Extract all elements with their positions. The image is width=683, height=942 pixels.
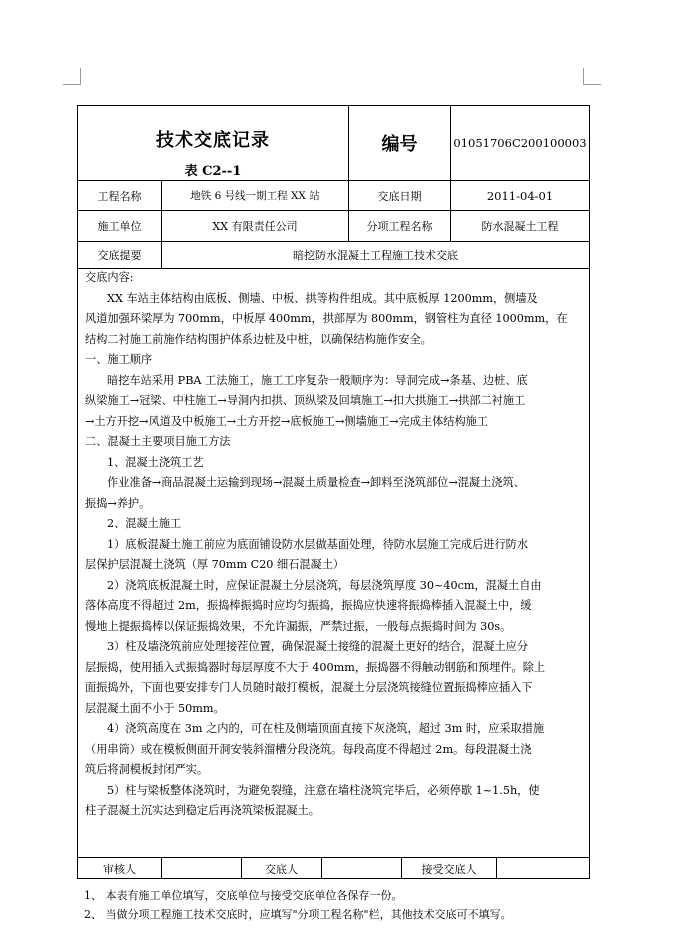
content-line: 落体高度不得超过 2m，振捣棒振捣时应均匀振捣，振捣应快速将振捣棒插入混凝土中，缓 bbox=[85, 599, 532, 612]
content-line: 结构二衬施工前施作结构围护体系边桩及中桩，以确保结构施作安全。 bbox=[85, 332, 432, 346]
content-line: XX 车站主体结构由底板、侧墙、中板、拱等构件组成。其中底板厚 1200mm，侧墙及 bbox=[107, 291, 538, 305]
reviewer-signature bbox=[161, 858, 241, 879]
footnote: 2、 当做分项工程施工技术交底时，应填写"分项工程名称"栏，其他技术交底可不填写。 bbox=[84, 908, 512, 921]
project-name-value: 地铁 6 号线一期工程 XX 站 bbox=[161, 181, 348, 210]
date-value: 2011-04-01 bbox=[450, 181, 589, 210]
unit-label: 施工单位 bbox=[97, 220, 142, 233]
corner-mark bbox=[63, 84, 81, 85]
subsection-heading: 1、混凝土浇筑工艺 bbox=[107, 455, 204, 469]
corner-mark bbox=[583, 68, 584, 85]
content-line: 柱子混凝土沉实达到稳定后再浇筑梁板混凝土。 bbox=[85, 804, 320, 817]
footnote: 1、 本表有施工单位填写，交底单位与接受交底单位各保存一份。 bbox=[84, 889, 403, 902]
content-line: 作业准备→商品混凝土运输到现场→混凝土质量检查→卸料至浇筑部位→混凝土浇筑、 bbox=[107, 476, 525, 489]
content-line: 振捣→养护。 bbox=[85, 496, 151, 510]
content-line: →土方开挖→风道及中板施工→土方开挖→底板施工→侧墙施工→完成主体结构施工 bbox=[85, 414, 489, 428]
project-row bbox=[78, 181, 589, 211]
content-line: （用串筒）或在模板侧面开洞安装斜溜槽分段浇筑。每段高度不得超过 2m。每段混凝土浇 bbox=[85, 742, 532, 756]
subsection-heading: 2、混凝土施工 bbox=[107, 517, 182, 530]
content-line: 4）浇筑高度在 3m 之内的，可在柱及侧墙顶面直接下灰浇筑，超过 3m 时，应采取措施 bbox=[107, 722, 545, 735]
serial-value: 01051706C200100003 bbox=[450, 106, 589, 180]
date-label: 交底日期 bbox=[348, 181, 450, 210]
summary-value: 暗挖防水混凝土工程施工技术交底 bbox=[161, 242, 589, 268]
discloser-signature bbox=[321, 858, 401, 879]
page-title: 技术交底记录 bbox=[156, 130, 270, 151]
signoff-row bbox=[78, 857, 589, 879]
receiver-label: 接受交底人 bbox=[401, 858, 496, 879]
content-heading: 交底内容: bbox=[85, 271, 134, 284]
summary-label: 交底提要 bbox=[97, 249, 142, 262]
header-row bbox=[78, 106, 589, 181]
discloser-label: 交底人 bbox=[241, 858, 321, 879]
content-line: 纵梁施工→冠梁、中柱施工→导洞内扣拱、顶纵梁及回填施工→扣大拱施工→拱部二衬施工 bbox=[85, 394, 526, 407]
footnotes bbox=[84, 886, 512, 924]
content-line: 3）柱及墙浇筑前应处理接茬位置，确保混凝土接缝的混凝土更好的结合，混凝土应分 bbox=[107, 640, 529, 653]
section-heading: 二、混凝土主要项目施工方法 bbox=[85, 435, 231, 448]
disclosure-content bbox=[85, 268, 583, 822]
unit-row bbox=[78, 211, 589, 242]
reviewer-label: 审核人 bbox=[103, 862, 136, 876]
content-line: 风道加强环梁厚为 700mm，中板厚 400mm，拱部厚为 800mm，钢管柱为直径 1000mm，在 bbox=[85, 312, 568, 325]
summary-row bbox=[78, 242, 589, 269]
content-line: 2）浇筑底板混凝土时，应保证混凝土分层浇筑，每层浇筑厚度 30~40cm，混凝土自由 bbox=[107, 578, 542, 592]
content-line: 层振捣，使用插入式振捣器时每层厚度不大于 400mm，振捣器不得触动钢筋和预埋件。除上 bbox=[85, 660, 546, 674]
content-line: 慢地上提振捣棒以保证振捣效果，不允许漏振，严禁过振，一般每点振捣时间为 30s。 bbox=[85, 619, 512, 633]
serial-label: 编号 bbox=[348, 106, 450, 180]
corner-mark bbox=[583, 84, 601, 85]
title-cell bbox=[78, 106, 348, 180]
form-number: 表 C2--1 bbox=[184, 164, 242, 179]
sub-project-label: 分项工程名称 bbox=[348, 211, 450, 241]
content-line: 筑后将洞模板封闭严实。 bbox=[85, 763, 209, 776]
content-line: 面振捣外，下面也要安排专门人员随时敲打模板，混凝土分层浇筑接缝位置振捣棒应插入下 bbox=[85, 681, 533, 694]
content-line: 层保护层混凝土浇筑（厚 70mm C20 细石混凝土） bbox=[85, 558, 345, 571]
unit-value: XX 有限责任公司 bbox=[161, 211, 348, 241]
content-line: 层混凝土面不小于 50mm。 bbox=[85, 701, 225, 715]
section-heading: 一、施工顺序 bbox=[85, 353, 153, 366]
content-line: 1）底板混凝土施工前应为底面铺设防水层做基面处理，待防水层施工完成后进行防水 bbox=[107, 537, 529, 551]
corner-mark bbox=[80, 68, 81, 85]
sub-project-value: 防水混凝土工程 bbox=[450, 211, 589, 241]
project-name-label: 工程名称 bbox=[97, 189, 142, 203]
content-line: 暗挖车站采用 PBA 工法施工，施工工序复杂一般顺序为：导洞完成→条基、边桩、底 bbox=[107, 373, 528, 387]
receiver-signature bbox=[496, 858, 589, 879]
content-line: 5）柱与梁板整体浇筑时，为避免裂缝，注意在墙柱浇筑完毕后，必须停歇 1~1.5h，使 bbox=[107, 783, 540, 797]
disclosure-record-table bbox=[77, 105, 590, 879]
